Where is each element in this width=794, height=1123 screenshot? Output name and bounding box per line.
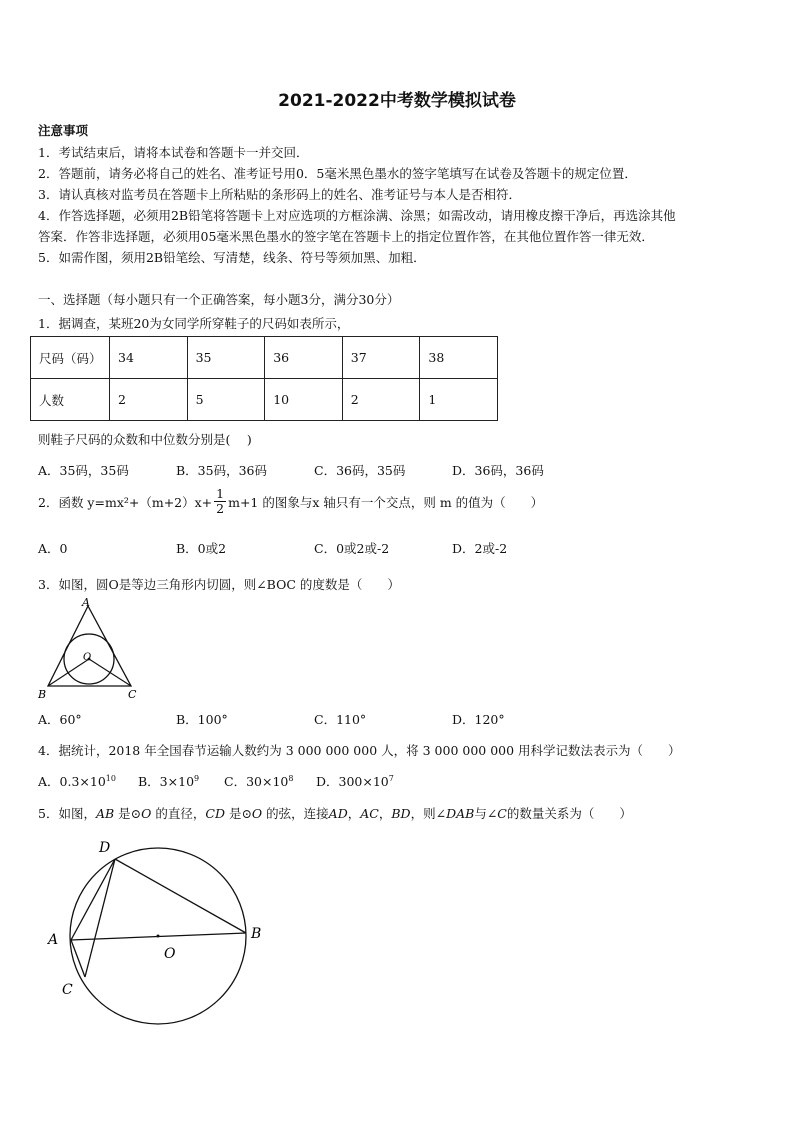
notes-heading: 注意事项 [38, 123, 89, 138]
table-cell: 5 [187, 379, 265, 421]
fraction [214, 487, 226, 516]
equilateral-triangle [48, 606, 131, 686]
q2-stem-a: 2．函数 y=mx²+（m+2）x+ [38, 495, 213, 510]
table-cell: 35 [187, 337, 265, 379]
q5-text: ，则 [410, 806, 436, 821]
q4-option-b-base: B．3×10 [138, 774, 195, 789]
q5-stem [38, 804, 632, 822]
q1-option-d: D．36码，36码 [452, 463, 544, 478]
q5-math: ∠DAB [435, 806, 475, 821]
q4-option-c [224, 772, 293, 790]
q3-option-c: C．110° [314, 712, 367, 727]
center-point [157, 935, 160, 938]
label-o: O [164, 946, 176, 962]
label-b: B [38, 688, 47, 701]
q4-option-a [38, 772, 116, 790]
q1-option-a: A．35码，35码 [38, 463, 129, 478]
q1-option-c: C．36码，35码 [314, 463, 406, 478]
shoe-size-table [30, 336, 498, 421]
q4-stem: 4．据统计，2018 年全国春节运输人数约为 3 000 000 000 人，将 3 000 000 000 用科学记数法表示为（ ） [38, 743, 681, 758]
q4-option-d-base: D．300×10 [316, 774, 389, 789]
q5-math: ∠C [486, 806, 507, 821]
q5-math: BD [391, 806, 411, 821]
label-o: O [83, 652, 92, 663]
q2-option-a: A．0 [38, 541, 68, 556]
q4-option-d-exp: 7 [388, 773, 394, 783]
note-item-3: 3．请认真核对监考员在答题卡上所粘贴的条形码上的姓名、准考证号与本人是否相符． [38, 187, 521, 202]
q5-text: 的直径， [151, 806, 206, 821]
q4-option-a-base: A．0.3×10 [38, 774, 106, 789]
table-cell: 1 [420, 379, 498, 421]
note-item-5: 5．如需作图，须用2B铅笔绘、写清楚，线条、符号等须加黑、加粗． [38, 250, 426, 265]
q5-text: ， [347, 806, 361, 821]
note-item-1: 1．考试结束后，请将本试卷和答题卡一并交回． [38, 145, 309, 160]
table-cell: 人数 [31, 379, 110, 421]
q5-math: AD [328, 806, 348, 821]
q3-option-a: A．60° [38, 712, 82, 727]
q4-option-d [316, 772, 394, 790]
q3-option-b: B．100° [176, 712, 228, 727]
fraction-denominator: 2 [216, 501, 225, 516]
q2-option-d: D．2或-2 [452, 541, 508, 556]
label-b: B [251, 926, 262, 942]
q2-stem [38, 486, 544, 518]
segment-db [115, 859, 246, 933]
q3-stem: 3．如图，圆O是等边三角形内切圆，则∠BOC 的度数是（ ） [38, 577, 400, 592]
segment-co [89, 659, 131, 686]
table-row [31, 379, 498, 421]
table-cell: 37 [342, 337, 420, 379]
q2-option-c: C．0或2或-2 [314, 541, 390, 556]
q5-text: 的弦，连接 [262, 806, 329, 821]
q4-option-c-exp: 8 [288, 773, 294, 783]
q5-figure-circle [40, 830, 280, 1030]
note-item-4: 4．作答选择题，必须用2B铅笔将答题卡上对应选项的方框涂满、涂黑；如需改动，请用橡皮擦干净后，再选涂其他 [38, 208, 676, 223]
table-cell: 38 [420, 337, 498, 379]
q4-option-b-exp: 9 [194, 773, 200, 783]
q1-question: 则鞋子尺码的众数和中位数分别是( ) [38, 432, 252, 447]
q2-stem-b: m+1 的图象与x 轴只有一个交点，则 m 的值为（ ） [228, 495, 544, 510]
label-a: A [82, 596, 90, 609]
label-c: C [128, 688, 137, 701]
q5-text: 5．如图， [38, 806, 96, 821]
q4-option-b [138, 772, 199, 790]
table-cell: 10 [265, 379, 343, 421]
q5-math: AC [360, 806, 379, 821]
note-item-2: 2．答题前，请务必将自己的姓名、准考证号用0．5毫米黑色墨水的签字笔填写在试卷及答题卡的规定位置． [38, 166, 637, 181]
q5-text: 是 [224, 806, 242, 821]
table-cell: 34 [110, 337, 188, 379]
q5-text: 是 [114, 806, 131, 821]
q2-option-b: B．0或2 [176, 541, 227, 556]
q1-option-b: B．35码，36码 [176, 463, 267, 478]
q1-stem: 1．据调查，某班20为女同学所穿鞋子的尺码如表所示， [38, 316, 350, 331]
section-heading: 一、选择题（每小题只有一个正确答案，每小题3分，满分30分） [38, 292, 400, 307]
q5-math: CD [205, 806, 225, 821]
q5-math: AB [95, 806, 115, 821]
q5-math: ⊙O [241, 806, 263, 821]
q3-figure-incircle [36, 596, 146, 702]
fraction-numerator: 1 [216, 486, 225, 501]
label-d: D [99, 840, 111, 856]
table-cell: 2 [342, 379, 420, 421]
table-row [31, 337, 498, 379]
q5-text: ， [378, 806, 392, 821]
q5-text: 与 [474, 806, 487, 821]
q5-math: ⊙O [130, 806, 152, 821]
page-title: 2021-2022中考数学模拟试卷 [278, 91, 516, 111]
table-cell: 2 [110, 379, 188, 421]
q4-option-a-exp: 10 [105, 773, 116, 783]
q5-text: 的数量关系为（ ） [506, 806, 632, 821]
table-cell: 尺码（码） [31, 337, 110, 379]
note-item-4-cont: 答案．作答非选择题，必须用05毫米黑色墨水的签字笔在答题卡上的指定位置作答，在其他位置作答一律无效． [38, 229, 654, 244]
label-c: C [62, 982, 73, 998]
table-cell: 36 [265, 337, 343, 379]
chord-cd [85, 859, 115, 977]
q4-option-c-base: C．30×10 [224, 774, 289, 789]
label-a: A [48, 932, 59, 948]
q3-option-d: D．120° [452, 712, 505, 727]
